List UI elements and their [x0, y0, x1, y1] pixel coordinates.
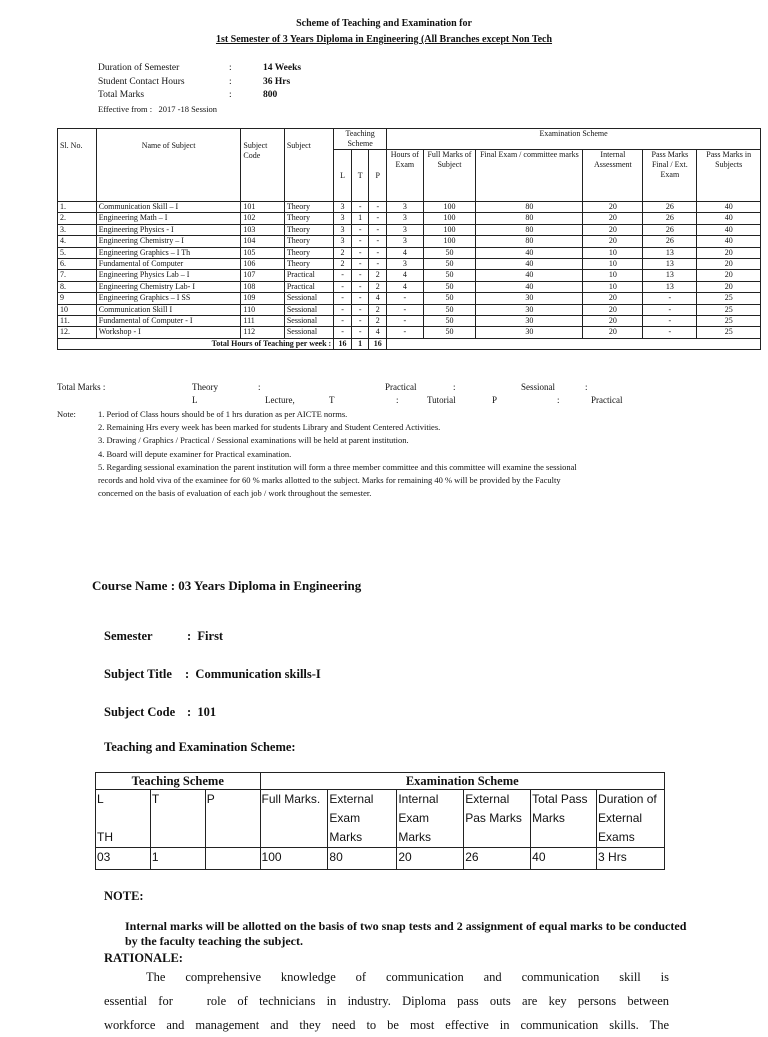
- row-pass-sub: 25: [697, 304, 761, 315]
- row-l: -: [334, 293, 352, 304]
- row-hours: 4: [387, 281, 423, 292]
- row-final: 80: [476, 213, 583, 224]
- total-row: [58, 338, 761, 349]
- legend-tutorial: Tutorial: [427, 395, 456, 405]
- cell-external: 80: [328, 848, 397, 870]
- col-t: T: [351, 150, 369, 202]
- row-final: 30: [476, 304, 583, 315]
- row-p: 2: [369, 270, 387, 281]
- row-full: 100: [423, 236, 476, 247]
- row-final: 40: [476, 281, 583, 292]
- col-hours: Hours of Exam: [387, 150, 423, 202]
- table-row: [58, 316, 761, 327]
- legend-colon: :: [396, 395, 399, 405]
- row-l: 2: [334, 247, 352, 258]
- row-full: 50: [423, 293, 476, 304]
- row-hours: 3: [387, 202, 423, 213]
- row-l: -: [334, 304, 352, 315]
- row-pass: -: [643, 327, 697, 338]
- row-sl: 7.: [58, 270, 97, 281]
- legend-l: L: [192, 395, 198, 405]
- tm-practical: Practical: [385, 382, 417, 392]
- subject-code-value: : 101: [187, 705, 217, 719]
- course-name: Course Name : 03 Years Diploma in Engineering: [92, 578, 362, 593]
- row-final: 30: [476, 293, 583, 304]
- note-item: concerned on the basis of evaluation of each job / work throughout the semester.: [98, 488, 372, 499]
- th-l: L: [97, 792, 104, 806]
- row-sl: 6.: [58, 259, 97, 270]
- row-sl: 12.: [58, 327, 97, 338]
- table-row: [58, 224, 761, 235]
- legend-t: T: [329, 395, 335, 405]
- row-type: Theory: [284, 224, 333, 235]
- row-full: 50: [423, 304, 476, 315]
- col-subject: Subject: [284, 129, 333, 202]
- row-p: -: [369, 236, 387, 247]
- row-internal: 20: [583, 327, 643, 338]
- row-p: 2: [369, 304, 387, 315]
- notes-label: Note:: [57, 409, 76, 419]
- info-label: Student Contact Hours: [98, 76, 185, 87]
- row-p: 4: [369, 327, 387, 338]
- row-final: 80: [476, 236, 583, 247]
- row-l: 2: [334, 259, 352, 270]
- total-l: 16: [334, 338, 352, 349]
- scheme-heading: Teaching and Examination Scheme:: [104, 740, 296, 754]
- row-pass: 26: [643, 202, 697, 213]
- row-sl: 3.: [58, 224, 97, 235]
- rationale-line: workforce and management and they need to be most effective in communication skills. The: [104, 1018, 669, 1032]
- row-pass: 26: [643, 224, 697, 235]
- total-p: 16: [369, 338, 387, 349]
- note-item: 4. Board will depute examiner for Practical examination.: [98, 448, 292, 459]
- legend-practical: Practical: [591, 395, 623, 405]
- row-internal: 10: [583, 247, 643, 258]
- row-pass-sub: 40: [697, 236, 761, 247]
- doc-title: Scheme of Teaching and Examination for: [296, 18, 472, 29]
- row-full: 50: [423, 270, 476, 281]
- row-code: 112: [241, 327, 284, 338]
- row-type: Theory: [284, 247, 333, 258]
- effective-session: Effective from : 2017 -18 Session: [98, 103, 218, 114]
- total-marks-label: Total Marks :: [57, 382, 106, 392]
- row-subject-name: Workshop - I: [96, 327, 241, 338]
- doc-subtitle: 1st Semester of 3 Years Diploma in Engineering (All Branches except Non Tech: [215, 34, 553, 45]
- scheme-table: [57, 128, 761, 350]
- row-t: -: [351, 316, 369, 327]
- row-internal: 20: [583, 293, 643, 304]
- row-pass-sub: 25: [697, 316, 761, 327]
- row-pass: -: [643, 304, 697, 315]
- row-internal: 20: [583, 213, 643, 224]
- row-code: 103: [241, 224, 284, 235]
- col-name: Name of Subject: [96, 129, 241, 202]
- row-sl: 9: [58, 293, 97, 304]
- subject-code-label: Subject Code: [104, 705, 176, 719]
- row-final: 80: [476, 224, 583, 235]
- row-hours: -: [387, 293, 423, 304]
- row-t: -: [351, 304, 369, 315]
- row-p: 2: [369, 316, 387, 327]
- col-code: Subject Code: [241, 129, 284, 202]
- row-code: 111: [241, 316, 284, 327]
- row-hours: 3: [387, 259, 423, 270]
- th-t: T: [150, 790, 205, 848]
- row-pass-sub: 20: [697, 247, 761, 258]
- th-total-pass: Total Pass Marks: [531, 790, 597, 848]
- th-external: External Exam Marks: [328, 790, 397, 848]
- row-pass: 26: [643, 213, 697, 224]
- note-text: Internal marks will be allotted on the basis of two snap tests and 2 assignment of equal marks to be conducted by the faculty teaching the subject.: [125, 919, 687, 948]
- table-row: [58, 293, 761, 304]
- row-pass: 26: [643, 236, 697, 247]
- rationale-heading: RATIONALE:: [104, 951, 183, 965]
- legend-lecture: Lecture,: [265, 395, 295, 405]
- total-label: Total Hours of Teaching per week :: [58, 338, 334, 349]
- th-duration: Duration of External Exams: [597, 790, 665, 848]
- subject-title-value: : Communication skills-I: [185, 667, 321, 681]
- row-code: 109: [241, 293, 284, 304]
- row-pass: 13: [643, 281, 697, 292]
- col-final: Final Exam / committee marks: [476, 150, 583, 202]
- row-code: 106: [241, 259, 284, 270]
- row-l: 3: [334, 213, 352, 224]
- row-subject-name: Fundamental of Computer: [96, 259, 241, 270]
- total-t: 1: [351, 338, 369, 349]
- note-heading: NOTE:: [104, 889, 144, 903]
- row-code: 107: [241, 270, 284, 281]
- info-sep: :: [229, 76, 232, 87]
- row-t: -: [351, 202, 369, 213]
- note-item: records and hold viva of the examinee for 60 % marks allotted to the subject. Marks for remaining 40 % will be provided by the Faculty: [98, 475, 561, 486]
- th-internal: Internal Exam Marks: [397, 790, 464, 848]
- info-row: [98, 62, 302, 76]
- row-internal: 20: [583, 224, 643, 235]
- table-row: [58, 270, 761, 281]
- row-sl: 5.: [58, 247, 97, 258]
- row-sl: 1.: [58, 202, 97, 213]
- table-row: [58, 213, 761, 224]
- row-subject-name: Fundamental of Computer - I: [96, 316, 241, 327]
- tm-colon: :: [258, 382, 261, 392]
- info-sep: :: [229, 63, 232, 73]
- th-full: Full Marks.: [260, 790, 328, 848]
- row-sl: 2.: [58, 213, 97, 224]
- row-t: -: [351, 259, 369, 270]
- info-value: 800: [263, 90, 278, 100]
- notes-list: [98, 408, 758, 500]
- table-row: [58, 202, 761, 213]
- row-full: 50: [423, 247, 476, 258]
- row-pass: -: [643, 293, 697, 304]
- th-th: TH: [97, 830, 113, 844]
- row-l: -: [334, 281, 352, 292]
- row-code: 110: [241, 304, 284, 315]
- row-pass: 13: [643, 247, 697, 258]
- cell-ext-pass: 26: [464, 848, 531, 870]
- exam-scheme-header: Examination Scheme: [260, 773, 664, 790]
- row-t: -: [351, 270, 369, 281]
- col-pass: Pass Marks Final / Ext. Exam: [643, 150, 697, 202]
- row-pass-sub: 25: [697, 327, 761, 338]
- cell-duration: 3 Hrs: [597, 848, 665, 870]
- rationale-text: [104, 965, 669, 1037]
- th-ext-pass: External Pas Marks: [464, 790, 531, 848]
- row-internal: 20: [583, 202, 643, 213]
- info-sep: :: [229, 90, 232, 100]
- row-p: -: [369, 213, 387, 224]
- row-pass-sub: 25: [697, 293, 761, 304]
- row-full: 100: [423, 202, 476, 213]
- row-sl: 10: [58, 304, 97, 315]
- row-l: 3: [334, 202, 352, 213]
- row-full: 50: [423, 316, 476, 327]
- row-type: Theory: [284, 202, 333, 213]
- row-full: 50: [423, 327, 476, 338]
- row-t: -: [351, 327, 369, 338]
- row-hours: -: [387, 304, 423, 315]
- row-hours: 3: [387, 213, 423, 224]
- col-l: L: [334, 150, 352, 202]
- row-type: Practical: [284, 270, 333, 281]
- subject-scheme-table: [95, 772, 665, 870]
- col-pass-sub: Pass Marks in Subjects: [697, 150, 761, 202]
- row-internal: 10: [583, 259, 643, 270]
- row-type: Theory: [284, 259, 333, 270]
- row-final: 30: [476, 327, 583, 338]
- tm-colon: :: [585, 382, 588, 392]
- row-subject-name: Engineering Graphics – I SS: [96, 293, 241, 304]
- row-code: 108: [241, 281, 284, 292]
- row-p: -: [369, 202, 387, 213]
- row-l: -: [334, 270, 352, 281]
- row-pass-sub: 40: [697, 213, 761, 224]
- info-label: Duration of Semester: [98, 63, 180, 73]
- row-hours: 4: [387, 247, 423, 258]
- semester-label: Semester: [104, 629, 153, 643]
- tm-colon: :: [453, 382, 456, 392]
- row-full: 50: [423, 281, 476, 292]
- row-subject-name: Engineering Graphics – I Th: [96, 247, 241, 258]
- row-type: Sessional: [284, 316, 333, 327]
- row-l: -: [334, 316, 352, 327]
- row-code: 105: [241, 247, 284, 258]
- subject-title-label: Subject Title: [104, 667, 172, 681]
- row-sl: 8.: [58, 281, 97, 292]
- col-internal: Internal Assessment: [583, 150, 643, 202]
- row-t: -: [351, 236, 369, 247]
- row-p: 4: [369, 293, 387, 304]
- row-code: 101: [241, 202, 284, 213]
- note-item: 2. Remaining Hrs every week has been marked for students Library and Student Centered Activities.: [98, 422, 441, 433]
- cell-p: [205, 848, 260, 870]
- cell-t: 1: [150, 848, 205, 870]
- row-final: 30: [476, 316, 583, 327]
- table-row: [58, 327, 761, 338]
- col-sl: Sl. No.: [58, 129, 97, 202]
- info-row: [98, 76, 291, 90]
- row-p: 2: [369, 281, 387, 292]
- rationale-line: The comprehensive knowledge of communication and communication skill is: [146, 970, 669, 984]
- info-row: [98, 89, 278, 103]
- row-hours: -: [387, 327, 423, 338]
- row-pass: 13: [643, 259, 697, 270]
- row-pass-sub: 20: [697, 259, 761, 270]
- cell-total-pass: 40: [531, 848, 597, 870]
- tm-theory: Theory: [192, 382, 218, 392]
- row-hours: -: [387, 316, 423, 327]
- tm-sessional: Sessional: [521, 382, 556, 392]
- row-final: 40: [476, 259, 583, 270]
- row-type: Sessional: [284, 293, 333, 304]
- col-exam: Examination Scheme: [387, 129, 761, 150]
- row-full: 100: [423, 213, 476, 224]
- cell-l: 03: [96, 848, 151, 870]
- row-type: Sessional: [284, 304, 333, 315]
- row-t: -: [351, 224, 369, 235]
- row-code: 104: [241, 236, 284, 247]
- row-internal: 10: [583, 270, 643, 281]
- note-item: 5. Regarding sessional examination the parent institution will form a three member committee and this committee will examine the sessional: [98, 461, 577, 472]
- row-internal: 20: [583, 304, 643, 315]
- row-p: -: [369, 224, 387, 235]
- row-type: Theory: [284, 236, 333, 247]
- row-full: 100: [423, 224, 476, 235]
- row-internal: 10: [583, 281, 643, 292]
- cell-internal: 20: [397, 848, 464, 870]
- teaching-scheme-header: Teaching Scheme: [96, 773, 261, 790]
- col-teaching: Teaching Scheme: [334, 129, 387, 150]
- row-pass: 13: [643, 270, 697, 281]
- row-code: 102: [241, 213, 284, 224]
- row-pass: -: [643, 316, 697, 327]
- row-type: Sessional: [284, 327, 333, 338]
- legend-colon: :: [557, 395, 560, 405]
- row-t: -: [351, 293, 369, 304]
- row-subject-name: Communication Skill I: [96, 304, 241, 315]
- row-subject-name: Communication Skill – I: [96, 202, 241, 213]
- info-value: 14 Weeks: [263, 63, 302, 73]
- row-internal: 20: [583, 316, 643, 327]
- row-final: 80: [476, 202, 583, 213]
- row-p: -: [369, 259, 387, 270]
- table-row: [58, 236, 761, 247]
- table-row: [58, 304, 761, 315]
- row-subject-name: Engineering Chemistry Lab- I: [96, 281, 241, 292]
- row-hours: 3: [387, 224, 423, 235]
- row-l: 3: [334, 236, 352, 247]
- legend-p: P: [492, 395, 498, 405]
- row-t: 1: [351, 213, 369, 224]
- row-pass-sub: 20: [697, 270, 761, 281]
- row-t: -: [351, 281, 369, 292]
- row-type: Theory: [284, 213, 333, 224]
- table-row: [58, 259, 761, 270]
- cell-full: 100: [260, 848, 328, 870]
- note-item: 1. Period of Class hours should be of 1 hrs duration as per AICTE norms.: [98, 409, 348, 419]
- col-full: Full Marks of Subject: [423, 150, 476, 202]
- row-full: 50: [423, 259, 476, 270]
- row-final: 40: [476, 270, 583, 281]
- row-pass-sub: 40: [697, 202, 761, 213]
- note-item: 3. Drawing / Graphics / Practical / Sessional examinations will be held at parent institution.: [98, 435, 409, 446]
- table-row: [58, 247, 761, 258]
- row-pass-sub: 20: [697, 281, 761, 292]
- rationale-line: essential for role of technicians in industry. Diploma pass outs are key persons between: [104, 994, 669, 1008]
- row-type: Practical: [284, 281, 333, 292]
- row-hours: 4: [387, 270, 423, 281]
- table-row: [58, 281, 761, 292]
- total-empty: [387, 338, 761, 349]
- th-p: P: [205, 790, 260, 848]
- row-l: 3: [334, 224, 352, 235]
- row-subject-name: Engineering Physics - I: [96, 224, 241, 235]
- row-sl: 11.: [58, 316, 97, 327]
- row-sl: 4.: [58, 236, 97, 247]
- row-subject-name: Engineering Physics Lab – I: [96, 270, 241, 281]
- row-pass-sub: 40: [697, 224, 761, 235]
- info-value: 36 Hrs: [263, 76, 291, 87]
- row-p: -: [369, 247, 387, 258]
- row-t: -: [351, 247, 369, 258]
- semester-info: [98, 62, 302, 116]
- col-p: P: [369, 150, 387, 202]
- row-final: 40: [476, 247, 583, 258]
- th-l-cell: [96, 790, 151, 848]
- info-label: Total Marks: [98, 90, 145, 100]
- row-internal: 20: [583, 236, 643, 247]
- row-hours: 3: [387, 236, 423, 247]
- row-subject-name: Engineering Chemistry – I: [96, 236, 241, 247]
- row-subject-name: Engineering Math – I: [96, 213, 241, 224]
- row-l: -: [334, 327, 352, 338]
- semester-value: : First: [187, 629, 224, 643]
